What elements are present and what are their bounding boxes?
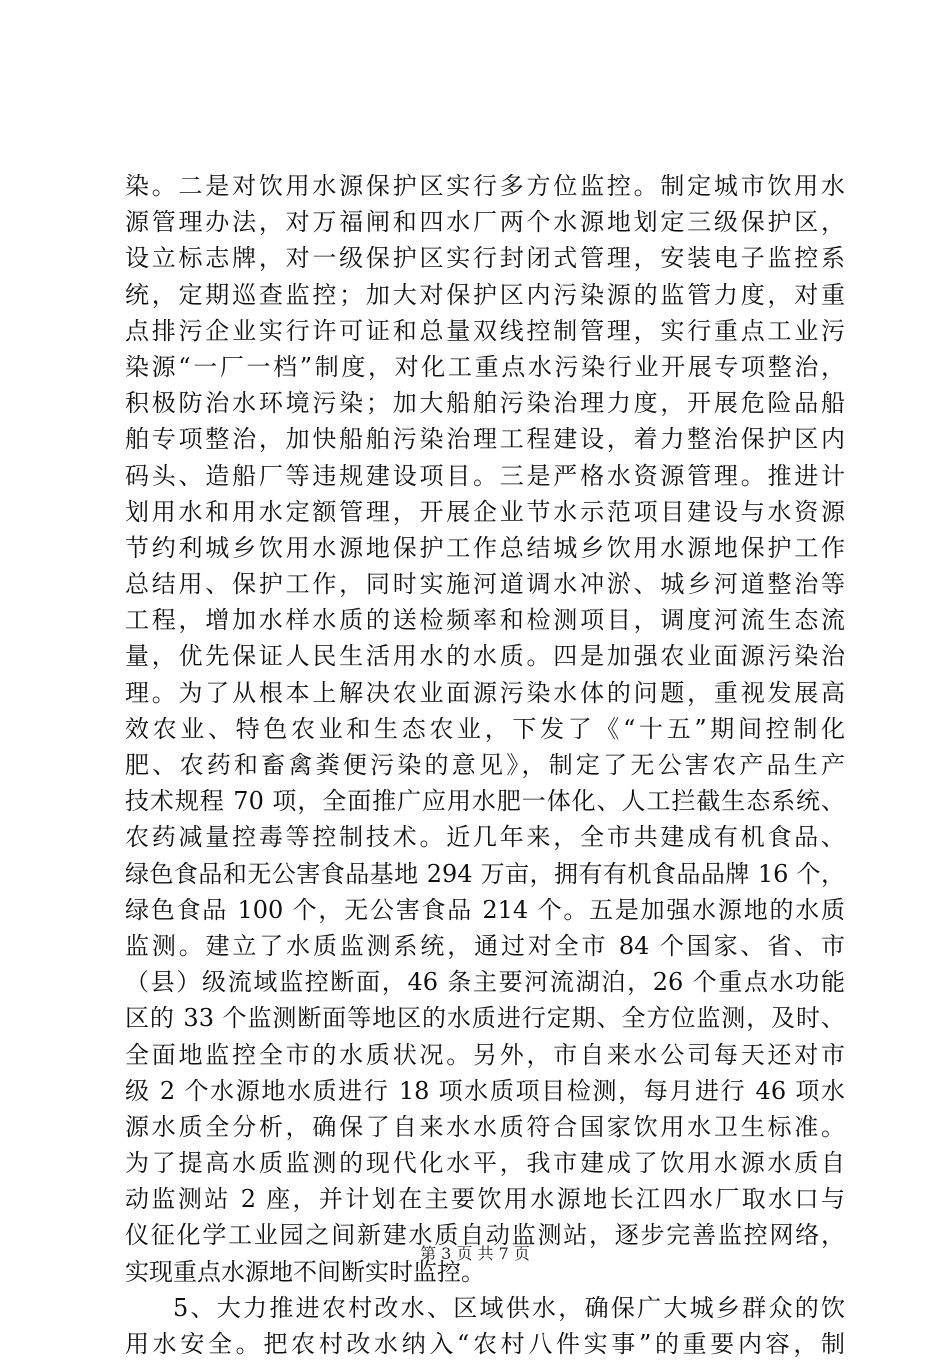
text-line: 染。二是对饮用水源保护区实行多方位监控。制定城市饮用水 (125, 172, 845, 200)
text-line: 源水质全分析，确保了自来水水质符合国家饮用水卫生标准。 (125, 1112, 845, 1141)
text-line: 5、大力推进农村改水、区域供水，确保广大城乡群众的饮 (173, 1293, 845, 1322)
text-line: 级 2 个水源地水质进行 18 项水质项目检测，每月进行 46 项水 (125, 1076, 845, 1105)
text-line: 为了提高水质监测的现代化水平，我市建成了饮用水源水质自 (125, 1149, 845, 1178)
text-line: 染源“一厂一档”制度，对化工重点水污染行业开展专项整治， (125, 352, 845, 381)
text-line: 肥、农药和畜禽粪便污染的意见》，制定了无公害农产品生产 (125, 751, 845, 779)
text-line: 源管理办法，对万福闸和四水厂两个水源地划定三级保护区， (125, 208, 845, 237)
text-line: 节约利城乡饮用水源地保护工作总结城乡饮用水源地保护工作 (125, 533, 845, 562)
text-line: 舶专项整治，加快船舶污染治理工程建设，着力整治保护区内 (125, 425, 845, 454)
text-line: 技术规程 70 项，全面推广应用水肥一体化、人工拦截生态系统、 (125, 787, 845, 816)
page-footer: 第 3 页 共 7 页 (420, 1244, 530, 1263)
text-line: 划用水和用水定额管理，开展企业节水示范项目建设与水资源 (125, 497, 845, 526)
text-line: 绿色食品 100 个，无公害食品 214 个。五是加强水源地的水质 (125, 895, 845, 924)
text-line: 区的 33 个监测断面等地区的水质进行定期、全方位监测，及时、 (125, 1004, 845, 1033)
text-line: 全面地监控全市的水质状况。另外，市自来水公司每天还对市 (125, 1040, 845, 1069)
text-line: 积极防治水环境污染；加大船舶污染治理力度，开展危险品船 (125, 389, 845, 418)
body-text (125, 168, 845, 1362)
text-line: 理。为了从根本上解决农业面源污染水体的问题，重视发展高 (125, 678, 845, 707)
text-line: 统，定期巡查监控；加大对保护区内污染源的监管力度，对重 (125, 280, 845, 309)
text-line: 实现重点水源地不间断实时监控。 (125, 1257, 485, 1286)
text-line: 总结用、保护工作，同时实施河道调水冲淤、城乡河道整治等 (125, 570, 845, 599)
text-line: 监测。建立了水质监测系统，通过对全市 84 个国家、省、市 (125, 931, 845, 960)
text-line: 点排污企业实行许可证和总量双线控制管理，实行重点工业污 (125, 316, 845, 345)
text-line: 农药减量控毒等控制技术。近几年来，全市共建成有机食品、 (125, 823, 845, 852)
text-line: 效农业、特色农业和生态农业，下发了《“十五”期间控制化 (125, 714, 845, 743)
text-line: 设立标志牌，对一级保护区实行封闭式管理，安装电子监控系 (125, 244, 845, 273)
text-line: 仪征化学工业园之间新建水质自动监测站，逐步完善监控网络， (125, 1221, 845, 1250)
text-line: 动监测站 2 座，并计划在主要饮用水源地长江四水厂取水口与 (125, 1185, 845, 1214)
text-line: （县）级流域监控断面，46 条主要河流湖泊，26 个重点水功能 (125, 968, 845, 997)
text-line: 量，优先保证人民生活用水的水质。四是加强农业面源污染治 (125, 642, 845, 671)
text-line: 工程，增加水样水质的送检频率和检测项目，调度河流生态流 (125, 606, 845, 635)
text-line: 绿色食品和无公害食品基地 294 万亩，拥有有机食品品牌 16 个， (125, 859, 845, 888)
text-line: 用水安全。把农村改水纳入“农村八件实事”的重要内容，制 (125, 1330, 845, 1358)
text-line: 码头、造船厂等违规建设项目。三是严格水资源管理。推进计 (125, 461, 845, 490)
